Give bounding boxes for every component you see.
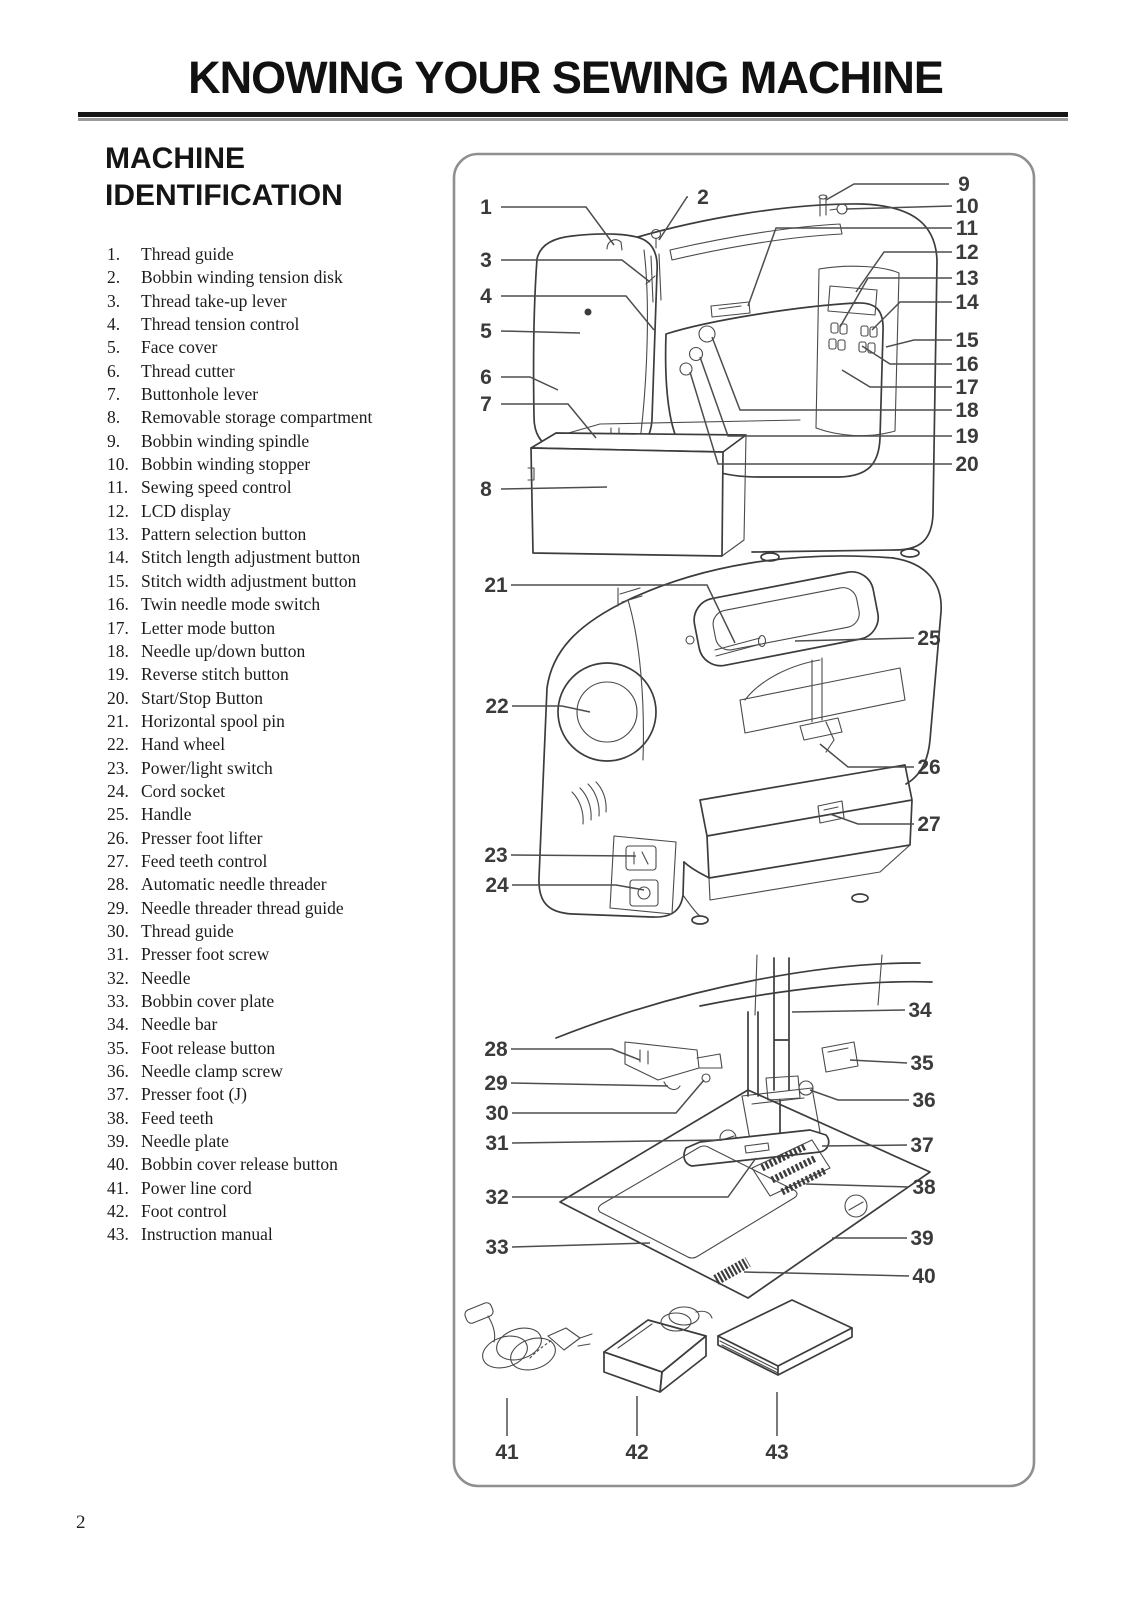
part-label: Removable storage compartment xyxy=(141,407,373,428)
callout-leader-38 xyxy=(806,1184,909,1187)
part-item xyxy=(107,570,457,593)
part-item xyxy=(107,1200,457,1223)
callout-leader-21 xyxy=(511,585,735,643)
page-title: KNOWING YOUR SEWING MACHINE xyxy=(188,52,943,103)
section-heading-line1: MACHINE xyxy=(105,142,245,175)
part-label: Bobbin cover release button xyxy=(141,1154,338,1175)
needle-area-drawing xyxy=(556,955,932,1298)
part-number: 33. xyxy=(107,991,129,1011)
part-item xyxy=(107,476,457,499)
part-number: 41. xyxy=(107,1177,129,1198)
part-label: Needle plate xyxy=(141,1131,229,1152)
part-number: 9. xyxy=(107,430,121,451)
part-label: Presser foot lifter xyxy=(141,827,263,848)
callout-number-30: 30 xyxy=(485,1102,509,1125)
callout-number-1: 1 xyxy=(480,196,492,219)
part-label: Instruction manual xyxy=(141,1224,273,1245)
part-item xyxy=(107,360,457,383)
callout-number-18: 18 xyxy=(955,399,979,422)
part-item xyxy=(107,1130,457,1153)
part-label: Needle clamp screw xyxy=(141,1061,283,1082)
part-label: Face cover xyxy=(141,337,218,358)
part-item xyxy=(107,593,457,616)
callout-number-35: 35 xyxy=(910,1052,934,1075)
part-item xyxy=(107,546,457,569)
part-number: 19. xyxy=(107,664,129,685)
part-number: 3. xyxy=(107,290,121,311)
part-item xyxy=(107,1083,457,1106)
part-label: Thread guide xyxy=(141,920,234,941)
callout-number-29: 29 xyxy=(484,1072,508,1095)
figure-panel xyxy=(452,152,1036,1488)
part-label: Stitch width adjustment button xyxy=(141,570,357,591)
callout-number-4: 4 xyxy=(480,285,492,308)
part-item xyxy=(107,336,457,359)
callout-leader-34 xyxy=(792,1010,905,1012)
part-number: 5. xyxy=(107,337,121,358)
part-label: Automatic needle threader xyxy=(141,874,327,895)
callout-leader-27 xyxy=(830,814,914,824)
part-number: 18. xyxy=(107,640,129,661)
part-number: 43. xyxy=(107,1224,129,1245)
part-item xyxy=(107,313,457,336)
callout-leader-37 xyxy=(822,1145,907,1146)
part-item xyxy=(107,733,457,756)
callout-leader-23 xyxy=(511,855,636,856)
power-cord-art xyxy=(463,1301,592,1375)
part-number: 36. xyxy=(107,1061,129,1082)
callout-number-14: 14 xyxy=(955,291,979,314)
foot-control-art xyxy=(604,1307,712,1392)
part-item xyxy=(107,1060,457,1083)
callout-number-36: 36 xyxy=(912,1089,936,1112)
callout-number-10: 10 xyxy=(955,195,979,218)
part-item xyxy=(107,873,457,896)
callout-number-20: 20 xyxy=(955,453,979,476)
callout-leader-29 xyxy=(511,1083,668,1086)
manual-book-art xyxy=(718,1300,852,1375)
callout-leader-26 xyxy=(820,744,914,767)
callout-number-17: 17 xyxy=(955,376,979,399)
part-item xyxy=(107,710,457,733)
part-number: 15. xyxy=(107,570,129,591)
front-view-drawing xyxy=(528,195,937,561)
callout-number-19: 19 xyxy=(955,425,979,448)
callout-number-22: 22 xyxy=(485,695,509,718)
callout-number-12: 12 xyxy=(955,241,979,264)
part-number: 11. xyxy=(107,477,129,498)
callout-number-32: 32 xyxy=(485,1186,509,1209)
callout-leader-9 xyxy=(826,184,949,200)
callout-leader-28 xyxy=(511,1049,640,1060)
part-label: Needle up/down button xyxy=(141,640,306,661)
part-number: 23. xyxy=(107,757,129,778)
callout-number-16: 16 xyxy=(955,353,979,376)
part-label: Bobbin winding tension disk xyxy=(141,267,343,288)
section-heading-line2: IDENTIFICATION xyxy=(105,179,343,212)
part-label: Needle xyxy=(141,967,191,988)
callout-number-39: 39 xyxy=(910,1227,934,1250)
part-number: 35. xyxy=(107,1037,129,1058)
part-item xyxy=(107,943,457,966)
part-number: 39. xyxy=(107,1131,129,1152)
part-item xyxy=(107,687,457,710)
part-label: Feed teeth xyxy=(141,1107,214,1128)
callout-leader-15 xyxy=(886,340,952,347)
part-item xyxy=(107,383,457,406)
part-label: Needle bar xyxy=(141,1014,218,1035)
part-item xyxy=(107,617,457,640)
part-item xyxy=(107,1107,457,1130)
part-number: 10. xyxy=(107,454,129,475)
part-number: 27. xyxy=(107,850,129,871)
part-label: Hand wheel xyxy=(141,734,226,755)
part-label: Horizontal spool pin xyxy=(141,710,285,731)
callout-number-26: 26 xyxy=(917,756,941,779)
part-label: Bobbin cover plate xyxy=(141,991,275,1011)
title-rule-gray xyxy=(78,118,1068,121)
callout-number-23: 23 xyxy=(484,844,508,867)
part-label: Letter mode button xyxy=(141,617,276,638)
part-number: 42. xyxy=(107,1201,129,1222)
part-item xyxy=(107,406,457,429)
callout-leader-31 xyxy=(512,1140,722,1143)
part-item xyxy=(107,1177,457,1200)
part-number: 7. xyxy=(107,384,121,405)
callout-number-15: 15 xyxy=(955,329,979,352)
part-label: Thread guide xyxy=(141,244,234,264)
part-label: Start/Stop Button xyxy=(141,687,264,708)
callout-number-25: 25 xyxy=(917,627,941,650)
part-label: Needle threader thread guide xyxy=(141,897,344,918)
callout-leader-35 xyxy=(850,1060,907,1063)
part-label: Thread take-up lever xyxy=(141,290,287,311)
part-number: 32. xyxy=(107,967,129,988)
part-label: Thread cutter xyxy=(141,360,235,381)
part-label: Foot release button xyxy=(141,1037,276,1058)
part-number: 14. xyxy=(107,547,129,568)
part-item xyxy=(107,453,457,476)
part-label: Cord socket xyxy=(141,780,226,801)
part-number: 21. xyxy=(107,710,129,731)
part-item xyxy=(107,243,457,266)
part-number: 29. xyxy=(107,897,129,918)
callout-leader-36 xyxy=(810,1090,909,1100)
callout-number-6: 6 xyxy=(480,366,492,389)
callout-leader-10 xyxy=(846,206,952,209)
part-number: 34. xyxy=(107,1014,129,1035)
part-item xyxy=(107,920,457,943)
part-number: 37. xyxy=(107,1084,129,1105)
part-label: Pattern selection button xyxy=(141,524,307,545)
part-number: 24. xyxy=(107,780,129,801)
part-item xyxy=(107,827,457,850)
part-item xyxy=(107,803,457,826)
callout-number-34: 34 xyxy=(908,999,932,1022)
part-label: Twin needle mode switch xyxy=(141,594,321,615)
title-rule-black xyxy=(78,112,1068,117)
section-heading xyxy=(105,140,343,214)
part-number: 40. xyxy=(107,1154,129,1175)
part-item xyxy=(107,990,457,1013)
title-rule xyxy=(78,112,1068,121)
part-number: 31. xyxy=(107,944,129,965)
machine-diagram xyxy=(452,152,1036,1488)
callout-number-42: 42 xyxy=(625,1441,649,1464)
part-number: 4. xyxy=(107,314,121,335)
part-label: Sewing speed control xyxy=(141,477,292,498)
part-label: Feed teeth control xyxy=(141,850,268,871)
part-item xyxy=(107,780,457,803)
callout-number-8: 8 xyxy=(480,478,492,501)
part-number: 30. xyxy=(107,920,129,941)
part-item xyxy=(107,640,457,663)
part-number: 28. xyxy=(107,874,129,895)
part-number: 2. xyxy=(107,267,121,288)
part-item xyxy=(107,1013,457,1036)
callout-number-41: 41 xyxy=(495,1441,519,1464)
part-item xyxy=(107,430,457,453)
callout-leader-40 xyxy=(744,1272,909,1276)
part-item xyxy=(107,1153,457,1176)
part-number: 25. xyxy=(107,804,129,825)
part-number: 1. xyxy=(107,244,121,264)
callout-leader-14 xyxy=(872,302,952,330)
callout-number-38: 38 xyxy=(912,1176,936,1199)
callout-number-33: 33 xyxy=(485,1236,509,1259)
part-number: 26. xyxy=(107,827,129,848)
callout-leader-19 xyxy=(700,357,952,436)
callout-number-31: 31 xyxy=(485,1132,509,1155)
callout-leader-20 xyxy=(690,372,952,464)
part-number: 13. xyxy=(107,524,129,545)
part-label: Buttonhole lever xyxy=(141,384,259,405)
callout-number-27: 27 xyxy=(917,813,941,836)
callout-leader-18 xyxy=(712,337,952,410)
part-item xyxy=(107,967,457,990)
part-number: 8. xyxy=(107,407,121,428)
part-number: 38. xyxy=(107,1107,129,1128)
rear-view-drawing xyxy=(539,556,941,924)
part-label: Power/light switch xyxy=(141,757,273,778)
part-label: Reverse stitch button xyxy=(141,664,289,685)
part-label: Bobbin winding spindle xyxy=(141,430,310,451)
part-item xyxy=(107,290,457,313)
part-number: 17. xyxy=(107,617,129,638)
part-item xyxy=(107,1037,457,1060)
callout-number-2: 2 xyxy=(697,186,709,209)
callout-number-40: 40 xyxy=(912,1265,936,1288)
part-item xyxy=(107,850,457,873)
part-label: LCD display xyxy=(141,500,231,521)
callout-number-24: 24 xyxy=(485,874,509,897)
callout-number-3: 3 xyxy=(480,249,492,272)
part-number: 20. xyxy=(107,687,129,708)
part-item xyxy=(107,1223,457,1246)
part-number: 22. xyxy=(107,734,129,755)
callout-leader-33 xyxy=(512,1243,650,1247)
part-number: 12. xyxy=(107,500,129,521)
part-item xyxy=(107,757,457,780)
part-label: Foot control xyxy=(141,1201,228,1222)
callout-number-21: 21 xyxy=(484,574,508,597)
part-label: Handle xyxy=(141,804,192,825)
part-number: 16. xyxy=(107,594,129,615)
callout-number-11: 11 xyxy=(955,217,979,240)
part-label: Presser foot screw xyxy=(141,944,270,965)
callout-number-13: 13 xyxy=(955,267,979,290)
callout-number-9: 9 xyxy=(958,173,970,196)
callout-leader-24 xyxy=(512,885,644,890)
part-label: Bobbin winding stopper xyxy=(141,454,311,475)
callout-number-37: 37 xyxy=(910,1134,934,1157)
part-item xyxy=(107,663,457,686)
callout-leader-2 xyxy=(659,197,688,240)
callout-number-43: 43 xyxy=(765,1441,789,1464)
part-label: Presser foot (J) xyxy=(141,1084,247,1105)
part-label: Power line cord xyxy=(141,1177,252,1198)
page-number: 2 xyxy=(76,1512,86,1533)
accessories-drawing xyxy=(463,1300,852,1392)
parts-list xyxy=(107,243,457,1247)
callout-number-5: 5 xyxy=(480,320,492,343)
callout-number-7: 7 xyxy=(480,393,492,416)
part-item xyxy=(107,897,457,920)
part-number: 6. xyxy=(107,360,121,381)
part-label: Thread tension control xyxy=(141,314,300,335)
part-item xyxy=(107,266,457,289)
part-item xyxy=(107,500,457,523)
part-item xyxy=(107,523,457,546)
callout-number-28: 28 xyxy=(484,1038,508,1061)
part-label: Stitch length adjustment button xyxy=(141,547,361,568)
